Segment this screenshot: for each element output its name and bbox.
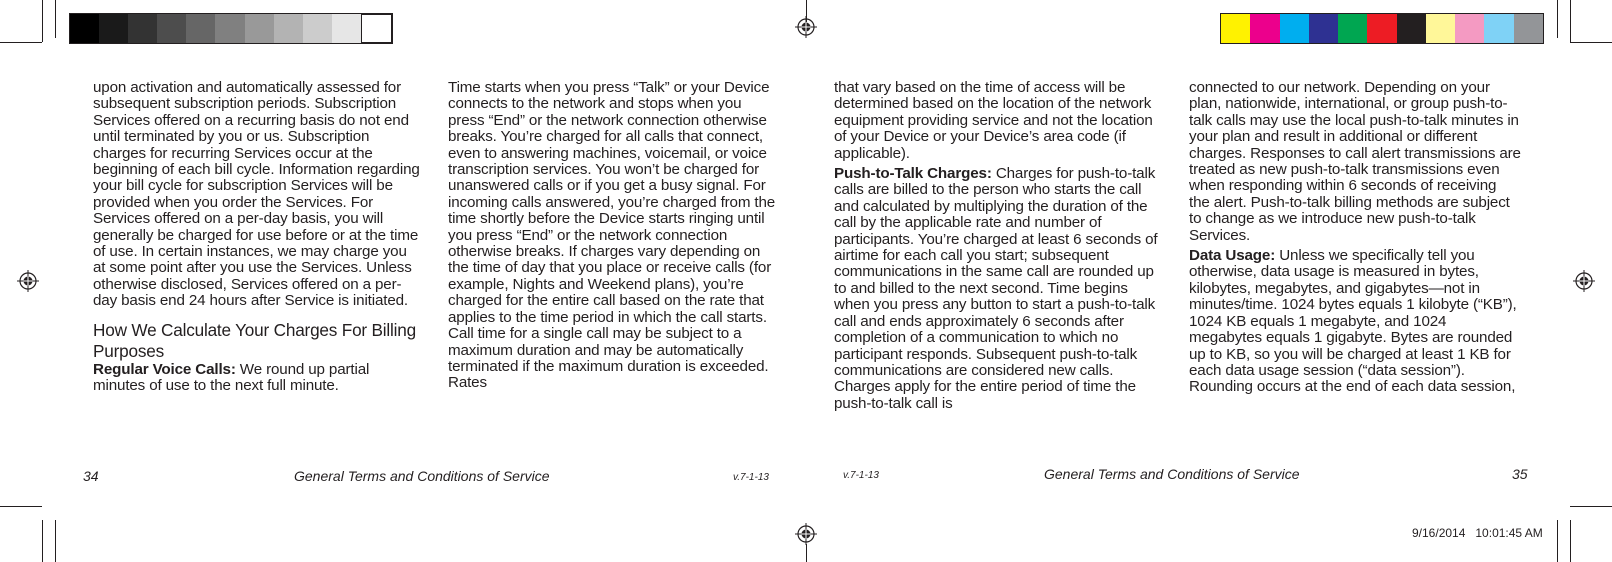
paragraph: Time starts when you press “Talk” or your Device connects to the network and stops when you press “End” or the network connection otherwise breaks. You’re charged for all calls that connect, even to answering machines, voicemail, or voice transcription services. You won’t be charged for unanswered calls or if you get a busy signal. For incoming calls answered, you’re charged from the time shortly before the Device starts ringing until you press “End” or the network connection otherwise breaks. If charges vary depending on the time of day that you place or receive calls (for example, Nights and Weekend plans), you’re charged for the entire call based on the rate that applies to the time period in which the call starts. Call time for a single call may be subject to a maximum duration and may be automatically terminated if the maximum duration is exceeded. Rates [448, 79, 776, 392]
crop-mark [1570, 520, 1571, 562]
page-number: 34 [83, 468, 99, 484]
paragraph-lead: Regular Voice Calls: [93, 360, 236, 378]
crop-mark [42, 520, 43, 562]
paragraph-lead: Push-to-Talk Charges: [834, 165, 992, 183]
left-page-column-2 [448, 80, 780, 396]
color-swatch [215, 14, 244, 43]
version-label: v.7-1-13 [733, 472, 769, 483]
color-bar [1220, 13, 1544, 44]
crop-mark [55, 0, 56, 38]
color-swatch [1514, 14, 1543, 43]
color-swatch [1250, 14, 1279, 43]
color-swatch [1309, 14, 1338, 43]
paragraph-body: We round up partial minutes of use to the next full minute. [93, 360, 370, 395]
color-swatch [1484, 14, 1513, 43]
right-page-column-1 [834, 80, 1166, 416]
crop-mark [1557, 520, 1558, 562]
crop-mark [42, 0, 43, 42]
color-swatch [1221, 14, 1250, 43]
color-swatch [1367, 14, 1396, 43]
color-swatch [157, 14, 186, 43]
crop-mark [1557, 0, 1558, 38]
print-timestamp: 9/16/2014 10:01:45 AM [1412, 526, 1543, 540]
paragraph-body: Charges for push-to-talk calls are billed to the person who starts the call and calculated by multiplying the duration of the call by the applicable rate and number of participants. You’re charged at least 6 seconds of airtime for each call you start; subsequent communications in the same call are rounded up to and billed to the next second. Time begins when you press any button to start a push-to-talk call and ends approximately 6 seconds after completion of a communication to which no participant responds. Subsequent push-to-talk communications are considered new calls. Charges apply for the entire period of time the push-to-talk call is [834, 165, 1158, 412]
color-swatch [99, 14, 128, 43]
paragraph [834, 166, 1166, 412]
footer-title: General Terms and Conditions of Service [294, 468, 550, 484]
color-swatch [70, 14, 99, 43]
paragraph: that vary based on the time of access will be determined based on the location of the network equipment providing service and not the location of your Device or your Device’s area code (if applicable). [834, 79, 1153, 162]
crop-mark [1570, 506, 1612, 507]
registration-target-icon [17, 270, 39, 292]
footer-title: General Terms and Conditions of Service [1044, 466, 1300, 482]
color-swatch [1338, 14, 1367, 43]
paragraph-lead: Data Usage: [1189, 247, 1276, 265]
color-swatch [1426, 14, 1455, 43]
version-label: v.7-1-13 [843, 470, 879, 481]
registration-target-icon [1573, 270, 1595, 292]
left-page-column-1 [93, 80, 423, 399]
registration-target-icon [795, 523, 817, 545]
crop-mark [1570, 42, 1612, 43]
grayscale-bar [69, 13, 393, 44]
paragraph [93, 362, 423, 395]
color-swatch [245, 14, 274, 43]
registration-target-icon [795, 16, 817, 38]
color-swatch [1280, 14, 1309, 43]
crop-mark [0, 506, 42, 507]
color-swatch [303, 14, 332, 43]
paragraph [1189, 248, 1521, 396]
crop-mark [1570, 0, 1571, 42]
right-page-column-2 [1189, 80, 1521, 400]
color-swatch [1455, 14, 1484, 43]
page-number: 35 [1512, 466, 1528, 482]
section-heading: How We Calculate Your Charges For Billing Purposes [93, 319, 416, 361]
color-swatch [332, 14, 361, 43]
paragraph: connected to our network. Depending on your plan, nationwide, international, or group push-to-talk calls may use the local push-to-talk minutes in your plan and result in additional or different charges. Responses to call alert transmissions are treated as new push-to-talk transmissions even when responding within 6 seconds of receiving the alert. Push-to-talk billing methods are subject to change as we introduce new push-to-talk Services. [1189, 79, 1521, 244]
color-swatch [128, 14, 157, 43]
color-swatch [361, 14, 392, 43]
crop-mark [55, 520, 56, 562]
crop-mark [0, 42, 42, 43]
paragraph-body: Unless we specifically tell you otherwise, data usage is measured in bytes, kilobytes, megabytes, and gigabytes—not in minutes/time. 1024 bytes equals 1 kilobyte (“KB”), 1024 KB equals 1 megabyte, and 1024 megabytes equals 1 gigabyte. Bytes are rounded up to KB, so you will be charged at least 1 KB for each data usage session (“data session”). Rounding occurs at the end of each data session, [1189, 247, 1517, 396]
color-swatch [1397, 14, 1426, 43]
crop-mark [806, 544, 807, 562]
paragraph: upon activation and automatically assessed for subsequent subscription periods. Subscription Services offered on a recurring basis do not end until terminated by you or us. Subscription charges for recurring Services occur at the beginning of each bill cycle. Information regarding your bill cycle for subscription Services will be provided when you order the Services. For Services offered on a per-day basis, you will generally be charged for use before or at the time of use. In certain instances, we may charge you at some point after you use the Services. Unless otherwise disclosed, Services offered on a per-day basis end 24 hours after Service is initiated. [93, 79, 420, 310]
color-swatch [186, 14, 215, 43]
color-swatch [274, 14, 303, 43]
